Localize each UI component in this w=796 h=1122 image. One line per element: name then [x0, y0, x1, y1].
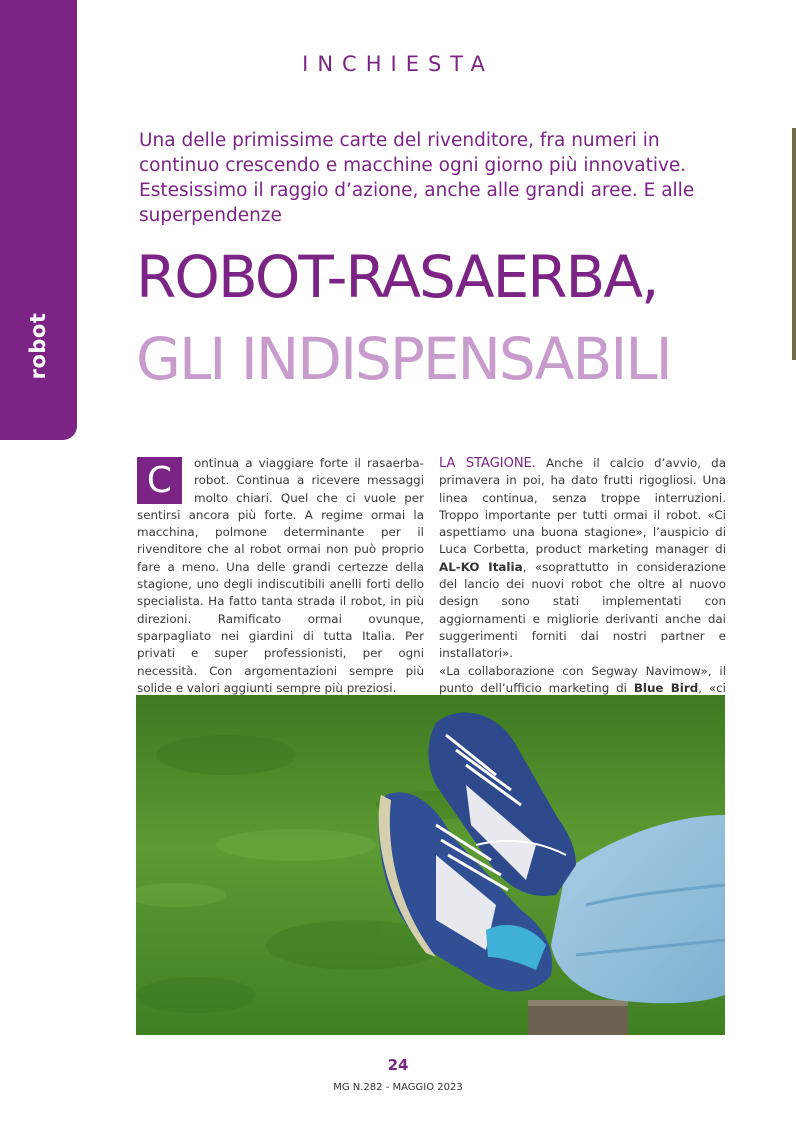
drop-cap: C: [137, 457, 182, 504]
article-column-2: [439, 455, 726, 714]
side-tab-label: robot: [26, 312, 50, 380]
paragraph-text: , «ci: [698, 680, 726, 695]
column-2-paragraph-1: [439, 455, 726, 663]
issue-footer: MG N.282 - MAGGIO 2023: [333, 1082, 463, 1093]
article-deck: Una delle primissime carte del rivenditore, fra numeri in continuo crescendo e macchine ogni giorno più innovative. Estesissimo il raggio d’azione, anche alle grandi aree. E alle superpendenze: [139, 130, 695, 226]
article-photo: [136, 695, 725, 1035]
brand-al-ko: AL-KO Italia: [439, 559, 523, 574]
section-heading: INCHIESTA: [302, 52, 494, 76]
article-title-line-1: ROBOT-RASAERBA,: [136, 243, 658, 311]
paragraph-text: , «soprattutto in considerazione del lancio dei nuovi robot che oltre al nuovo design sono stati implementati con aggiornamenti e migliorie derivanti anche dai suggerimenti forniti dai nostri partner e installatori».: [439, 559, 726, 661]
subheading-la-stagione: LA STAGIONE.: [439, 456, 536, 471]
article-title-line-2: GLI INDISPENSABILI: [136, 325, 671, 393]
brand-blue-bird: Blue Bird: [633, 680, 699, 695]
column-1-text: ontinua a viaggiare forte il rasaerba-robot. Continua a ricevere messaggi molto chiari. Quel che ci vuole per sentirsi ancora più forte. A regime ormai la macchina, polmone determinante per il rivenditore che al robot ormai non può proprio fare a meno. Una delle grandi certezze della stagione, uno degli indiscutibili anelli forti dello specialista. Ha fatto tanta strada il robot, in più direzioni. Ramificato ormai ovunque, sparpagliato nei giardini di tutta Italia. Per privati e super professionisti, per ogni necessità. Con argomentazioni sempre più solide e valori aggiunti sempre più preziosi.: [137, 456, 424, 695]
page-number: 24: [387, 1056, 409, 1074]
paragraph-text: Anche il calcio d’avvio, da primavera in poi, ha dato frutti rigogliosi. Una linea continua, senza troppe interruzioni. Troppo importante per tutti ormai il robot. «Ci aspettiamo una buona stagione», l’auspicio di Luca Corbetta, product marketing manager di: [439, 456, 726, 557]
article-column-1: [137, 455, 424, 697]
sneakers-on-grass-image: [136, 695, 725, 1035]
adjacent-page-edge: [792, 128, 796, 360]
paragraph-text: «La collaborazione con Segway Navimow», il punto dell’ufficio marketing di: [439, 663, 726, 695]
